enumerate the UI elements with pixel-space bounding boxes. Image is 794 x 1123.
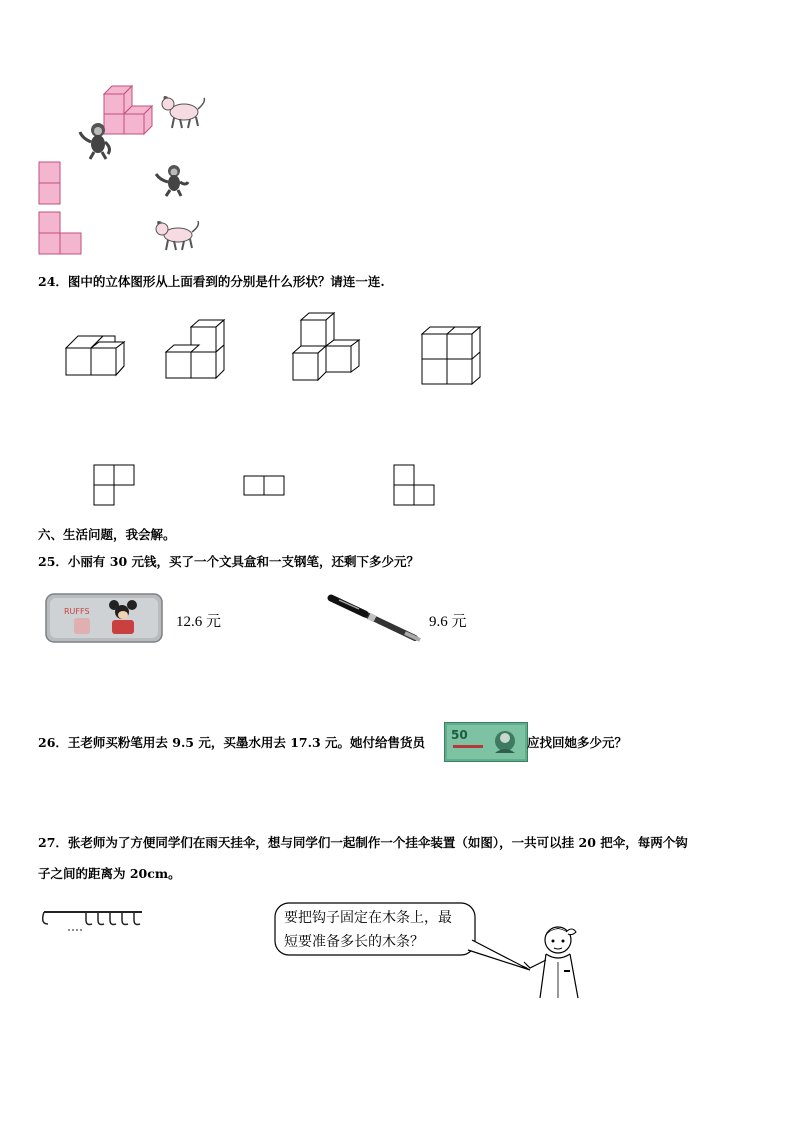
fountain-pen-image bbox=[325, 592, 425, 642]
teacher-illustration bbox=[520, 922, 590, 1002]
section-6-heading: 六、生活问题，我会解。 bbox=[38, 527, 176, 542]
pink-cube-stack bbox=[0, 0, 794, 265]
side-view-l-shape bbox=[38, 211, 88, 261]
svg-text:RUFFS: RUFFS bbox=[64, 607, 90, 616]
pencil-case-image bbox=[44, 588, 164, 648]
q27-question-line1: 27．张老师为了方便同学们在雨天挂伞，想与同学们一起制作一个挂伞装置（如图），一共可以挂 20 把伞，每两个钩 bbox=[38, 835, 688, 850]
solid-figure-a bbox=[66, 336, 124, 375]
top-view-option-1 bbox=[94, 465, 134, 505]
hook-rack-image bbox=[38, 908, 148, 938]
monkey-small-icon bbox=[152, 162, 192, 198]
q25-question: 25．小丽有 30 元钱，买了一个文具盒和一支钢笔，还剩下多少元？ bbox=[38, 554, 419, 569]
q24-solid-figures bbox=[0, 300, 794, 520]
q23-figure-block bbox=[0, 0, 794, 265]
speech-bubble-line2: 短要准备多长的木条？ bbox=[284, 934, 424, 950]
banknote-value: 50 bbox=[451, 728, 468, 742]
q24-question: 24．图中的立体图形从上面看到的分别是什么形状？请连一连. bbox=[38, 274, 385, 289]
dog-icon bbox=[158, 94, 208, 134]
q27-question-line2: 子之间的距离为 20cm。 bbox=[38, 866, 181, 881]
q26-question-part2: 应找回她多少元？ bbox=[527, 735, 628, 750]
top-view-option-2 bbox=[244, 476, 284, 495]
dog-small-icon bbox=[152, 218, 202, 254]
monkey-icon bbox=[78, 120, 118, 160]
banknote-50-yuan bbox=[444, 722, 528, 762]
solid-figure-b bbox=[166, 320, 224, 378]
q26-question-part1: 26．王老师买粉笔用去 9.5 元，买墨水用去 17.3 元。她付给售货员 bbox=[38, 735, 425, 750]
pen-price: 9.6 元 bbox=[429, 614, 467, 630]
speech-bubble-line1: 要把钩子固定在木条上，最 bbox=[284, 910, 452, 926]
solid-figure-c bbox=[293, 313, 359, 380]
top-view-option-3 bbox=[394, 465, 434, 505]
front-view-two-squares bbox=[38, 161, 68, 211]
solid-figure-d bbox=[422, 327, 480, 384]
pencil-case-price: 12.6 元 bbox=[176, 614, 222, 630]
